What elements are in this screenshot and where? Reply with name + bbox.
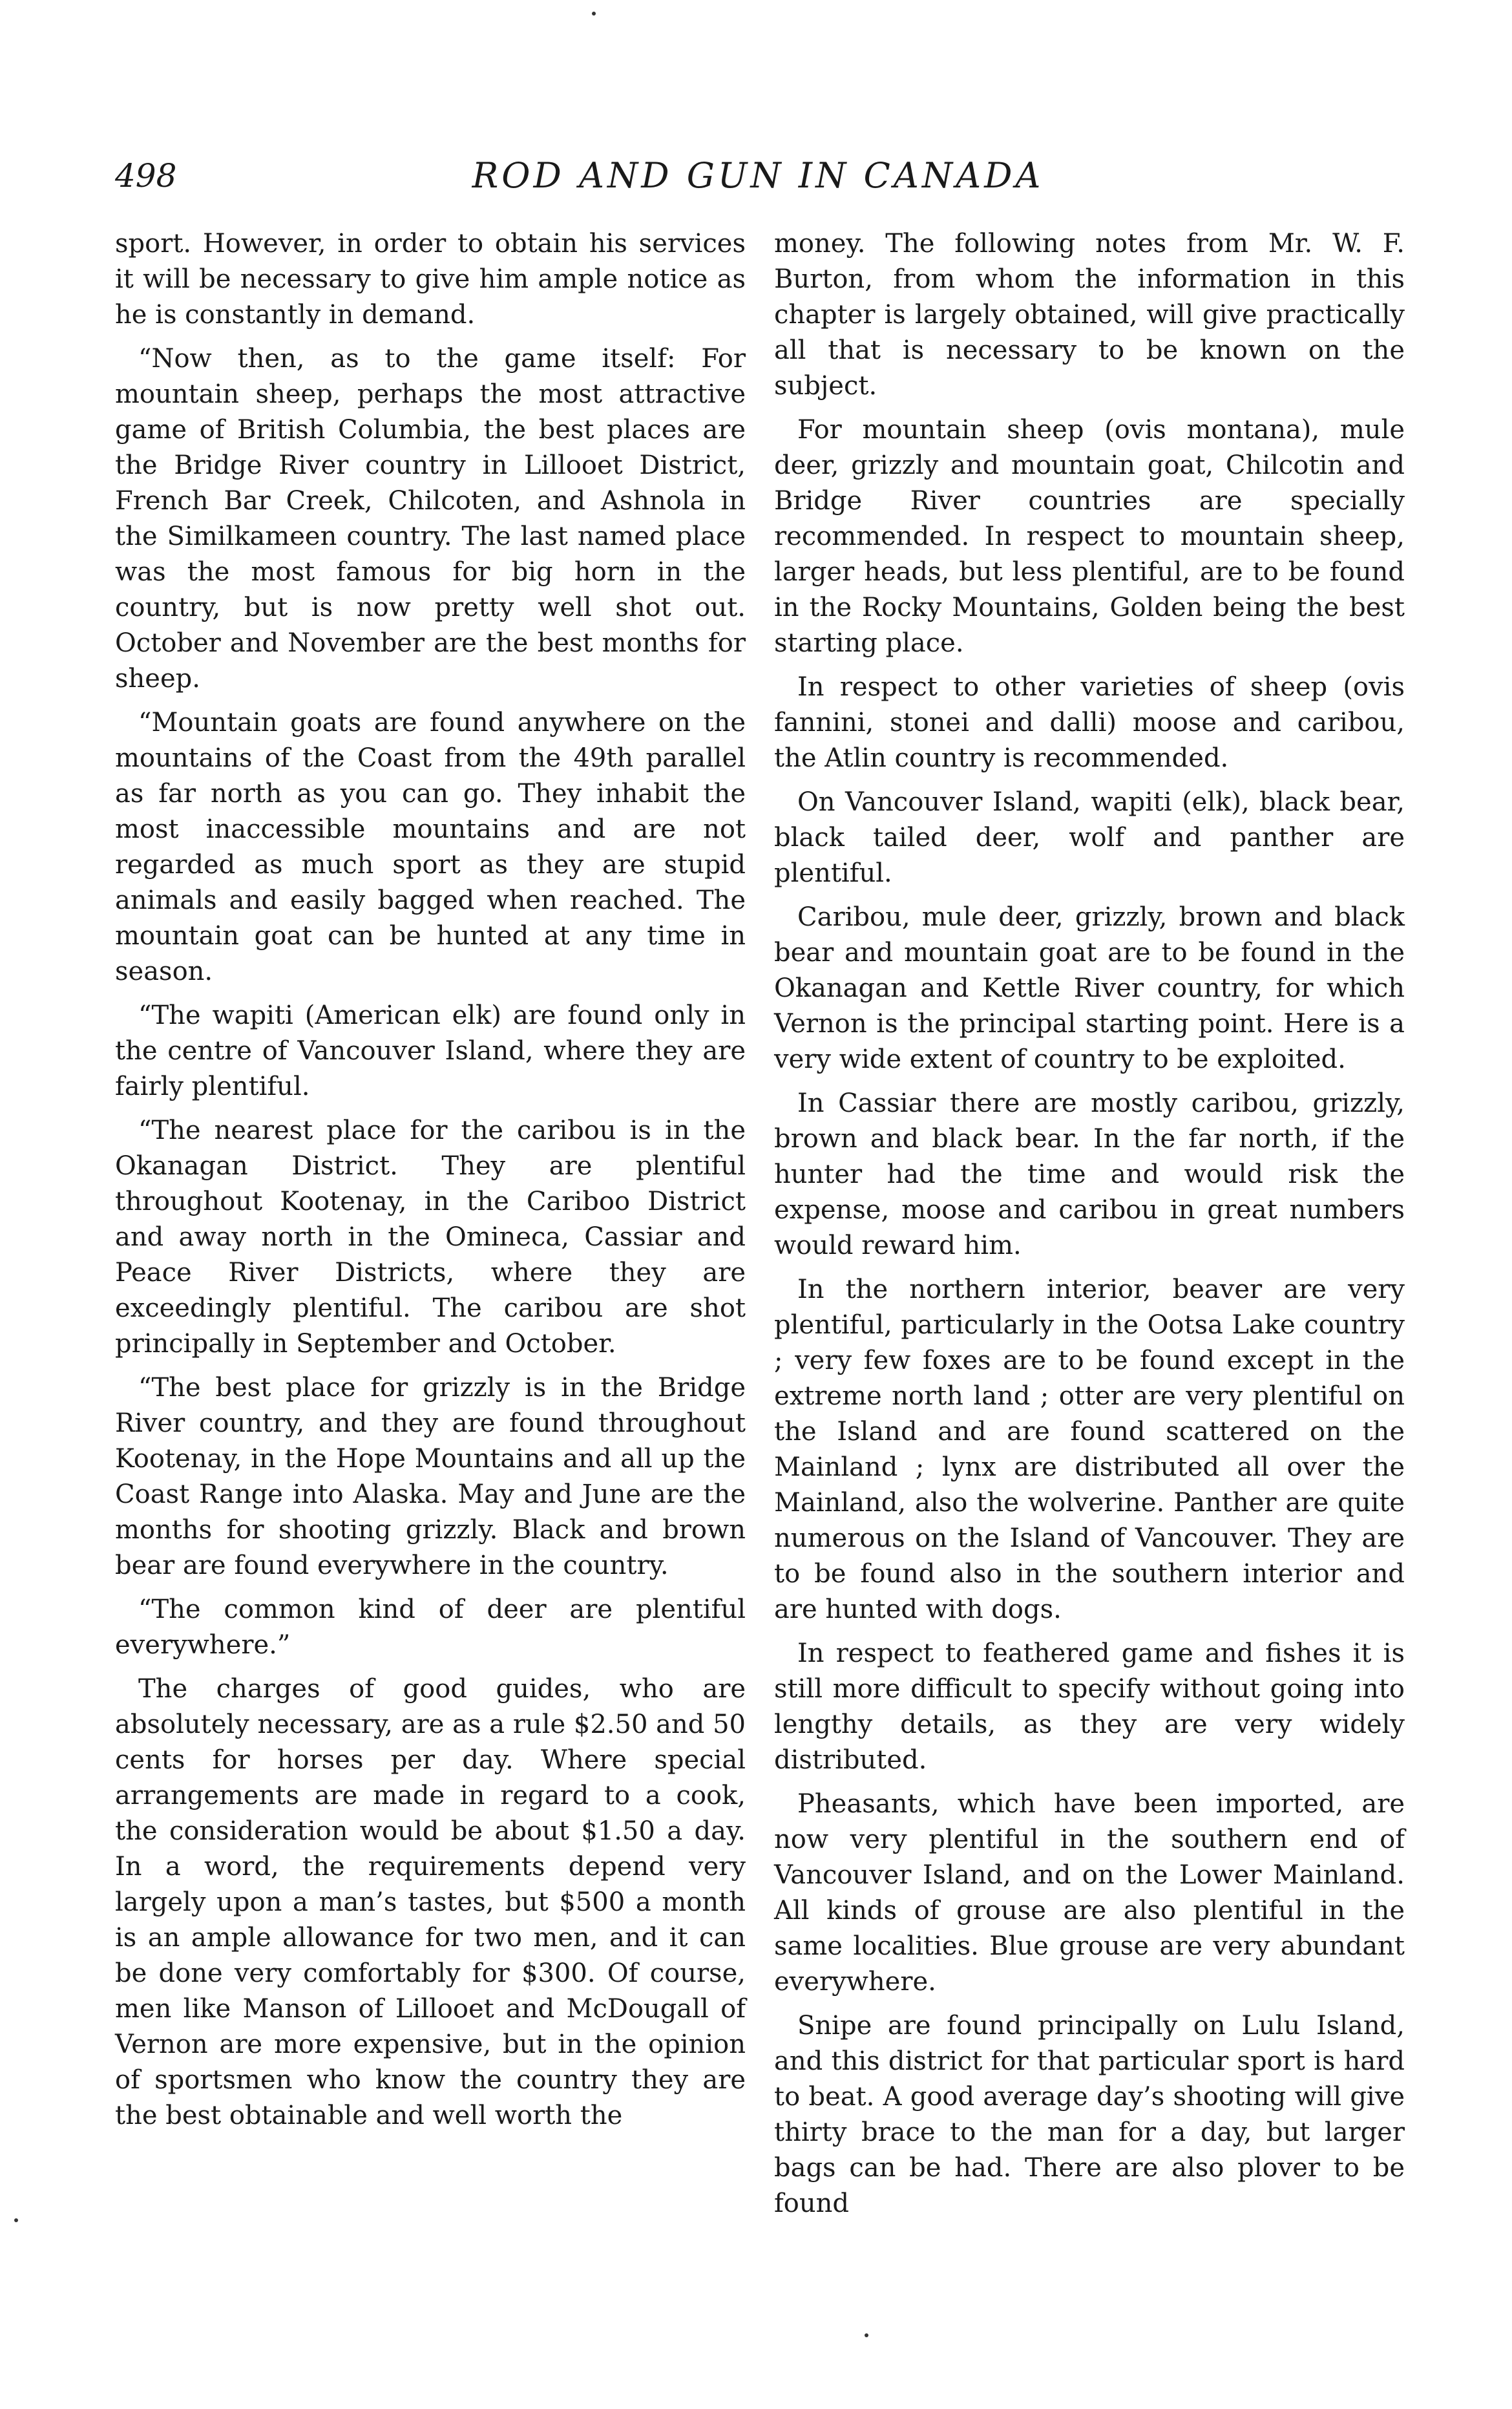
paragraph: Snipe are found principally on Lulu Island, and this district for that particular sport is hard to beat. A good average day’s shooting will give thirty brace to the man for a day, but larger bags can be had. There are also plover to be found (774, 2011, 1405, 2218)
paragraph: Caribou, mule deer, grizzly, brown and black bear and mountain goat are to be found in the Okanagan and Kettle River country, for which Vernon is the principal starting point. Here is a very wide extent of country to be exploited. (774, 902, 1405, 1074)
paragraph: “Now then, as to the game itself: For mountain sheep, perhaps the most attractive game of British Columbia, the best places are the Bridge River country in Lillooet District, French Bar Creek, Chilcoten, and Ashnola in the Similkameen country. The last named place was the most famous for big horn in the country, but is now pretty well shot out. October and November are the best months for sheep. (115, 344, 746, 694)
print-speck (592, 12, 596, 16)
paragraph: In respect to other varieties of sheep (ovis fannini, stonei and dalli) moose and caribou, the Atlin country is recommended. (774, 672, 1405, 773)
paragraph: In respect to feathered game and fishes it is still more difficult to specify without going into lengthy details, as they are very widely distributed. (774, 1639, 1405, 1775)
paragraph: “The nearest place for the caribou is in the Okanagan District. They are plentiful throughout Kootenay, in the Cariboo District and away north in the Omineca, Cassiar and Peace River Districts, where they are exceedingly plentiful. The caribou are shot principally in September and October. (115, 1116, 746, 1359)
print-speck (865, 2333, 868, 2337)
right-column (774, 226, 1405, 2230)
paragraph: sport. However, in order to obtain his services it will be necessary to give him ample notice as he is constantly in demand. (115, 229, 746, 330)
page-header (115, 150, 1401, 202)
paragraph: In Cassiar there are mostly caribou, grizzly, brown and black bear. In the far north, if the hunter had the time and would risk the expense, moose and caribou in great numbers would reward him. (774, 1088, 1405, 1260)
left-column (115, 226, 746, 2142)
paragraph: “The best place for grizzly is in the Bridge River country, and they are found throughout Kootenay, in the Hope Mountains and all up the Coast Range into Alaska. May and June are the months for shooting grizzly. Black and brown bear are found everywhere in the country. (115, 1373, 746, 1580)
paragraph: money. The following notes from Mr. W. F. Burton, from whom the information in this chapter is largely obtained, will give practically all that is necessary to be known on the subject. (774, 229, 1405, 401)
paragraph: On Vancouver Island, wapiti (elk), black bear, black tailed deer, wolf and panther are plentiful. (774, 787, 1405, 888)
paragraph: For mountain sheep (ovis montana), mule deer, grizzly and mountain goat, Chilcotin and Bridge River countries are specially recommended. In respect to mountain sheep, larger heads, but less plentiful, are to be found in the Rocky Mountains, Golden being the best starting place. (774, 415, 1405, 658)
page-number: 498 (115, 157, 177, 195)
running-title: ROD AND GUN IN CANADA (472, 155, 1044, 196)
paragraph: Pheasants, which have been imported, are now very plentiful in the southern end of Vancouver Island, and on the Lower Mainland. All kinds of grouse are also plentiful in the same localities. Blue grouse are very abundant everywhere. (774, 1789, 1405, 1997)
paragraph: The charges of good guides, who are absolutely necessary, are as a rule $2.50 and 50 cents for horses per day. Where special arrangements are made in regard to a cook, the consideration would be about $1.50 a day. In a word, the requirements depend very largely upon a man’s tastes, but $500 a month is an ample allowance for two men, and it can be done very comfortably for $300. Of course, men like Manson of Lillooet and McDougall of Vernon are more expensive, but in the opinion of sportsmen who know the country they are the best obtainable and well worth the (115, 1674, 746, 2130)
print-speck (14, 2218, 18, 2222)
paragraph: “The common kind of deer are plentiful everywhere.” (115, 1595, 746, 1660)
paragraph: “Mountain goats are found anywhere on the mountains of the Coast from the 49th parallel as far north as you can go. They inhabit the most inaccessible mountains and are not regarded as much sport as they are stupid animals and easily bagged when reached. The mountain goat can be hunted at any time in season. (115, 708, 746, 986)
paragraph: “The wapiti (American elk) are found only in the centre of Vancouver Island, where they are fairly plentiful. (115, 1001, 746, 1101)
paragraph: In the northern interior, beaver are very plentiful, particularly in the Ootsa Lake country ; very few foxes are to be found except in the extreme north land ; otter are very plentiful on the Island and are found scattered on the Mainland ; lynx are distributed all over the Mainland, also the wolverine. Panther are quite numerous on the Island of Vancouver. They are to be found also in the southern interior and are hunted with dogs. (774, 1275, 1405, 1624)
